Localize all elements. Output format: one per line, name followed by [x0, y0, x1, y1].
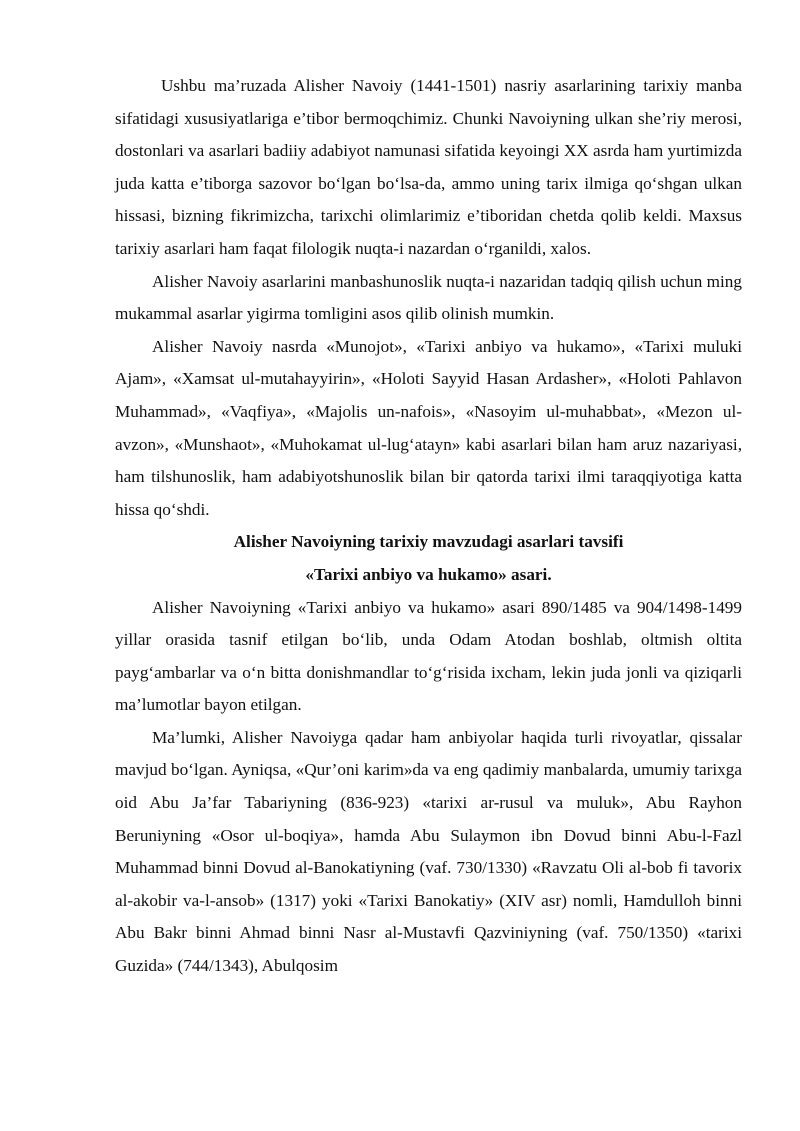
- paragraph-intro: Ushbu ma’ruzada Alisher Navoiy (1441-1501) nasriy asarlarining tarixiy manba sifatidagi xususiyatlariga e’tibor bermoqchimiz. Chunki Navoiyning ulkan she’riy merosi, dostonlari va asarlari badiiy adabiyot namunasi sifatida keyoingi XX asrda ham yurtimizda juda katta e’tiborga sazovor bo‘lgan bo‘lsa-da, ammo uning tarix ilmiga qo‘shgan ulkan hissasi, bizning fikrimizcha, tarixchi olimlarimiz e’tiboridan chetda qolib keldi. Maxsus tarixiy asarlari ham faqat filologik nuqta-i nazardan o‘rganildi, xalos.: [115, 76, 742, 258]
- document-page: [115, 70, 742, 983]
- paragraph-prose-works: Alisher Navoiy nasrda «Munojot», «Tarixi anbiyo va hukamo», «Tarixi muluki Ajam», «Xamsat ul-mutahayyirin», «Holoti Sayyid Hasan Ardasher», «Holoti Pahlavon Muhammad», «Vaqfiya», «Majolis un-nafois», «Nasoyim ul-muhabbat», «Mezon ul-avzon», «Munshaot», «Muhokamat ul-lug‘atayn» kabi asarlari bilan ham aruz nazariyasi, ham tilshunoslik, ham adabiyotshunoslik bilan bir qatorda tarixi ilmi taraqqiyotiga katta hissa qo‘shdi.: [115, 336, 742, 519]
- paragraph-tarixi-anbiyo: Alisher Navoiyning «Tarixi anbiyo va hukamo» asari 890/1485 va 904/1498-1499 yillar orasida tasnif etilgan bo‘lib, unda Odam Atodan boshlab, oltmish oltita payg‘ambarlar va o‘n bitta donishmandlar to‘g‘risida ixcham, lekin juda jonli va qiziqarli ma’lumotlar bayon etilgan.: [115, 597, 742, 715]
- paragraph-earlier-sources: Ma’lumki, Alisher Navoiyga qadar ham anbiyolar haqida turli rivoyatlar, qissalar mavjud bo‘lgan. Ayniqsa, «Qur’oni karim»da va eng qadimiy manbalarda, umumiy tarixga oid Abu Ja’far Tabariyning (836-923) «tarixi ar-rusul va muluk», Abu Rayhon Beruniyning «Osor ul-boqiya», hamda Abu Sulaymon ibn Dovud binni Abu-l-Fazl Muhammad binni Dovud al-Banokatiyning (vaf. 730/1330) «Ravzatu Oli al-bob fi tavorix al-akobir va-l-ansob» (1317) yoki «Tarixi Banokatiy» (XIV asr) nomli, Hamdulloh binni Abu Bakr binni Ahmad binni Nasr al-Mustavfi Qazviniyning (vaf. 750/1350) «tarixi Guzida» (744/1343), Abulqosim: [115, 727, 742, 976]
- section-subheading: «Tarixi anbiyo va hukamo» asari.: [305, 564, 552, 584]
- paragraph-sources: Alisher Navoiy asarlarini manbashunoslik nuqta-i nazaridan tadqiq qilish uchun ming mukammal asarlar yigirma tomligini asos qilib olinish mumkin.: [115, 271, 742, 324]
- section-heading: Alisher Navoiyning tarixiy mavzudagi asarlari tavsifi: [233, 532, 624, 552]
